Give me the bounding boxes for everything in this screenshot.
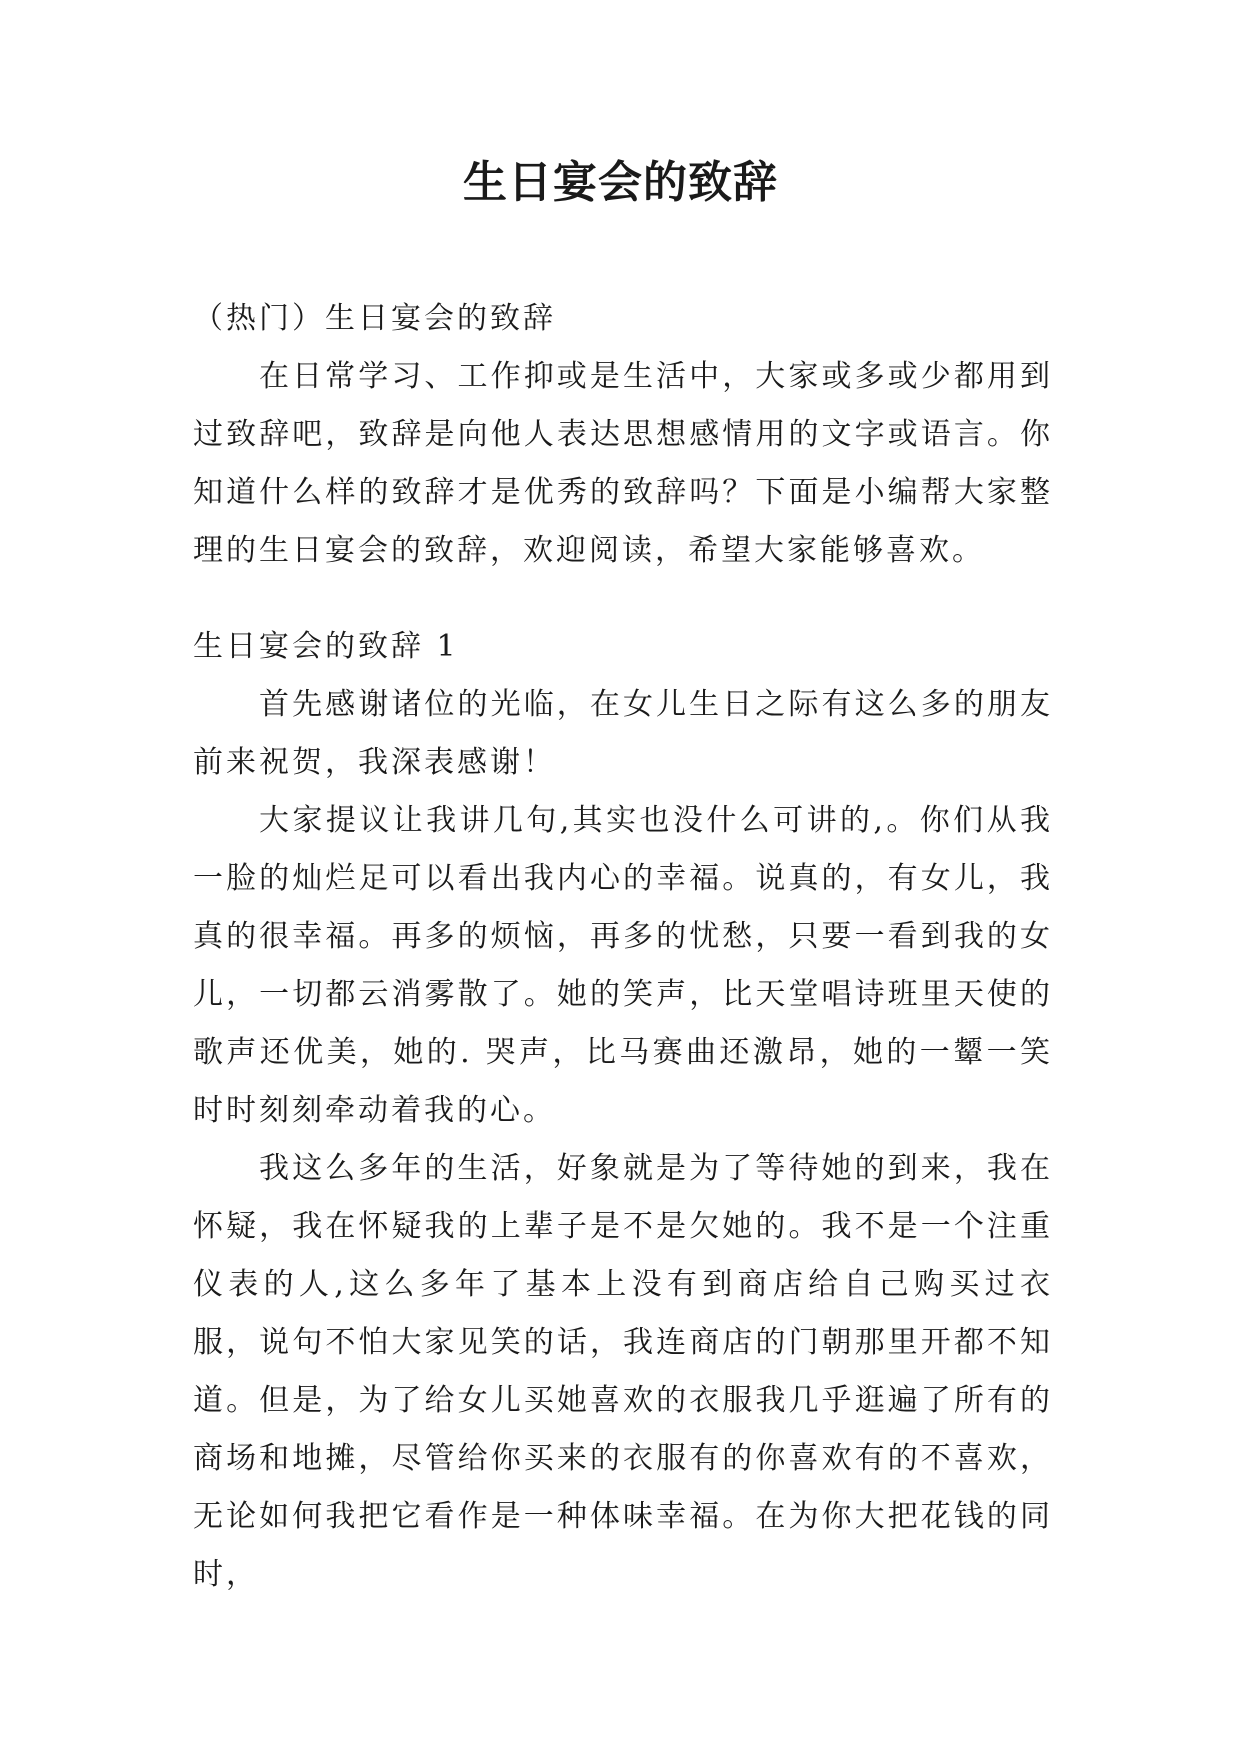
document-title: 生日宴会的致辞 bbox=[463, 157, 778, 208]
body-paragraph: 大家提议让我讲几句,其实也没什么可讲的,。你们从我一脸的灿烂足可以看出我内心的幸福。说真的，有女儿，我真的很幸福。再多的烦恼，再多的忧愁，只要一看到我的女儿，一切都云消雾散了。她的笑声，比天堂唱诗班里天使的歌声还优美，她的. 哭声，比马赛曲还激昂，她的一颦一笑时时刻刻牵动着我的心。 bbox=[193, 803, 1053, 1128]
document-body bbox=[193, 290, 1053, 1604]
document-subtitle: （热门）生日宴会的致辞 bbox=[193, 301, 556, 336]
section-heading: 生日宴会的致辞 1 bbox=[193, 629, 459, 664]
body-paragraph: 首先感谢诸位的光临，在女儿生日之际有这么多的朋友前来祝贺，我深表感谢！ bbox=[193, 687, 1053, 780]
body-paragraph: 我这么多年的生活，好象就是为了等待她的到来，我在怀疑，我在怀疑我的上辈子是不是欠她的。我不是一个注重仪表的人,这么多年了基本上没有到商店给自己购买过衣服，说句不怕大家见笑的话，我连商店的门朝那里开都不知道。但是，为了给女儿买她喜欢的衣服我几乎逛遍了所有的商场和地摊，尽管给你买来的衣服有的你喜欢有的不喜欢，无论如何我把它看作是一种体味幸福。在为你大把花钱的同时， bbox=[193, 1151, 1053, 1592]
intro-paragraph: 在日常学习、工作抑或是生活中，大家或多或少都用到过致辞吧，致辞是向他人表达思想感情用的文字或语言。你知道什么样的致辞才是优秀的致辞吗？下面是小编帮大家整理的生日宴会的致辞，欢迎阅读，希望大家能够喜欢。 bbox=[193, 359, 1053, 568]
